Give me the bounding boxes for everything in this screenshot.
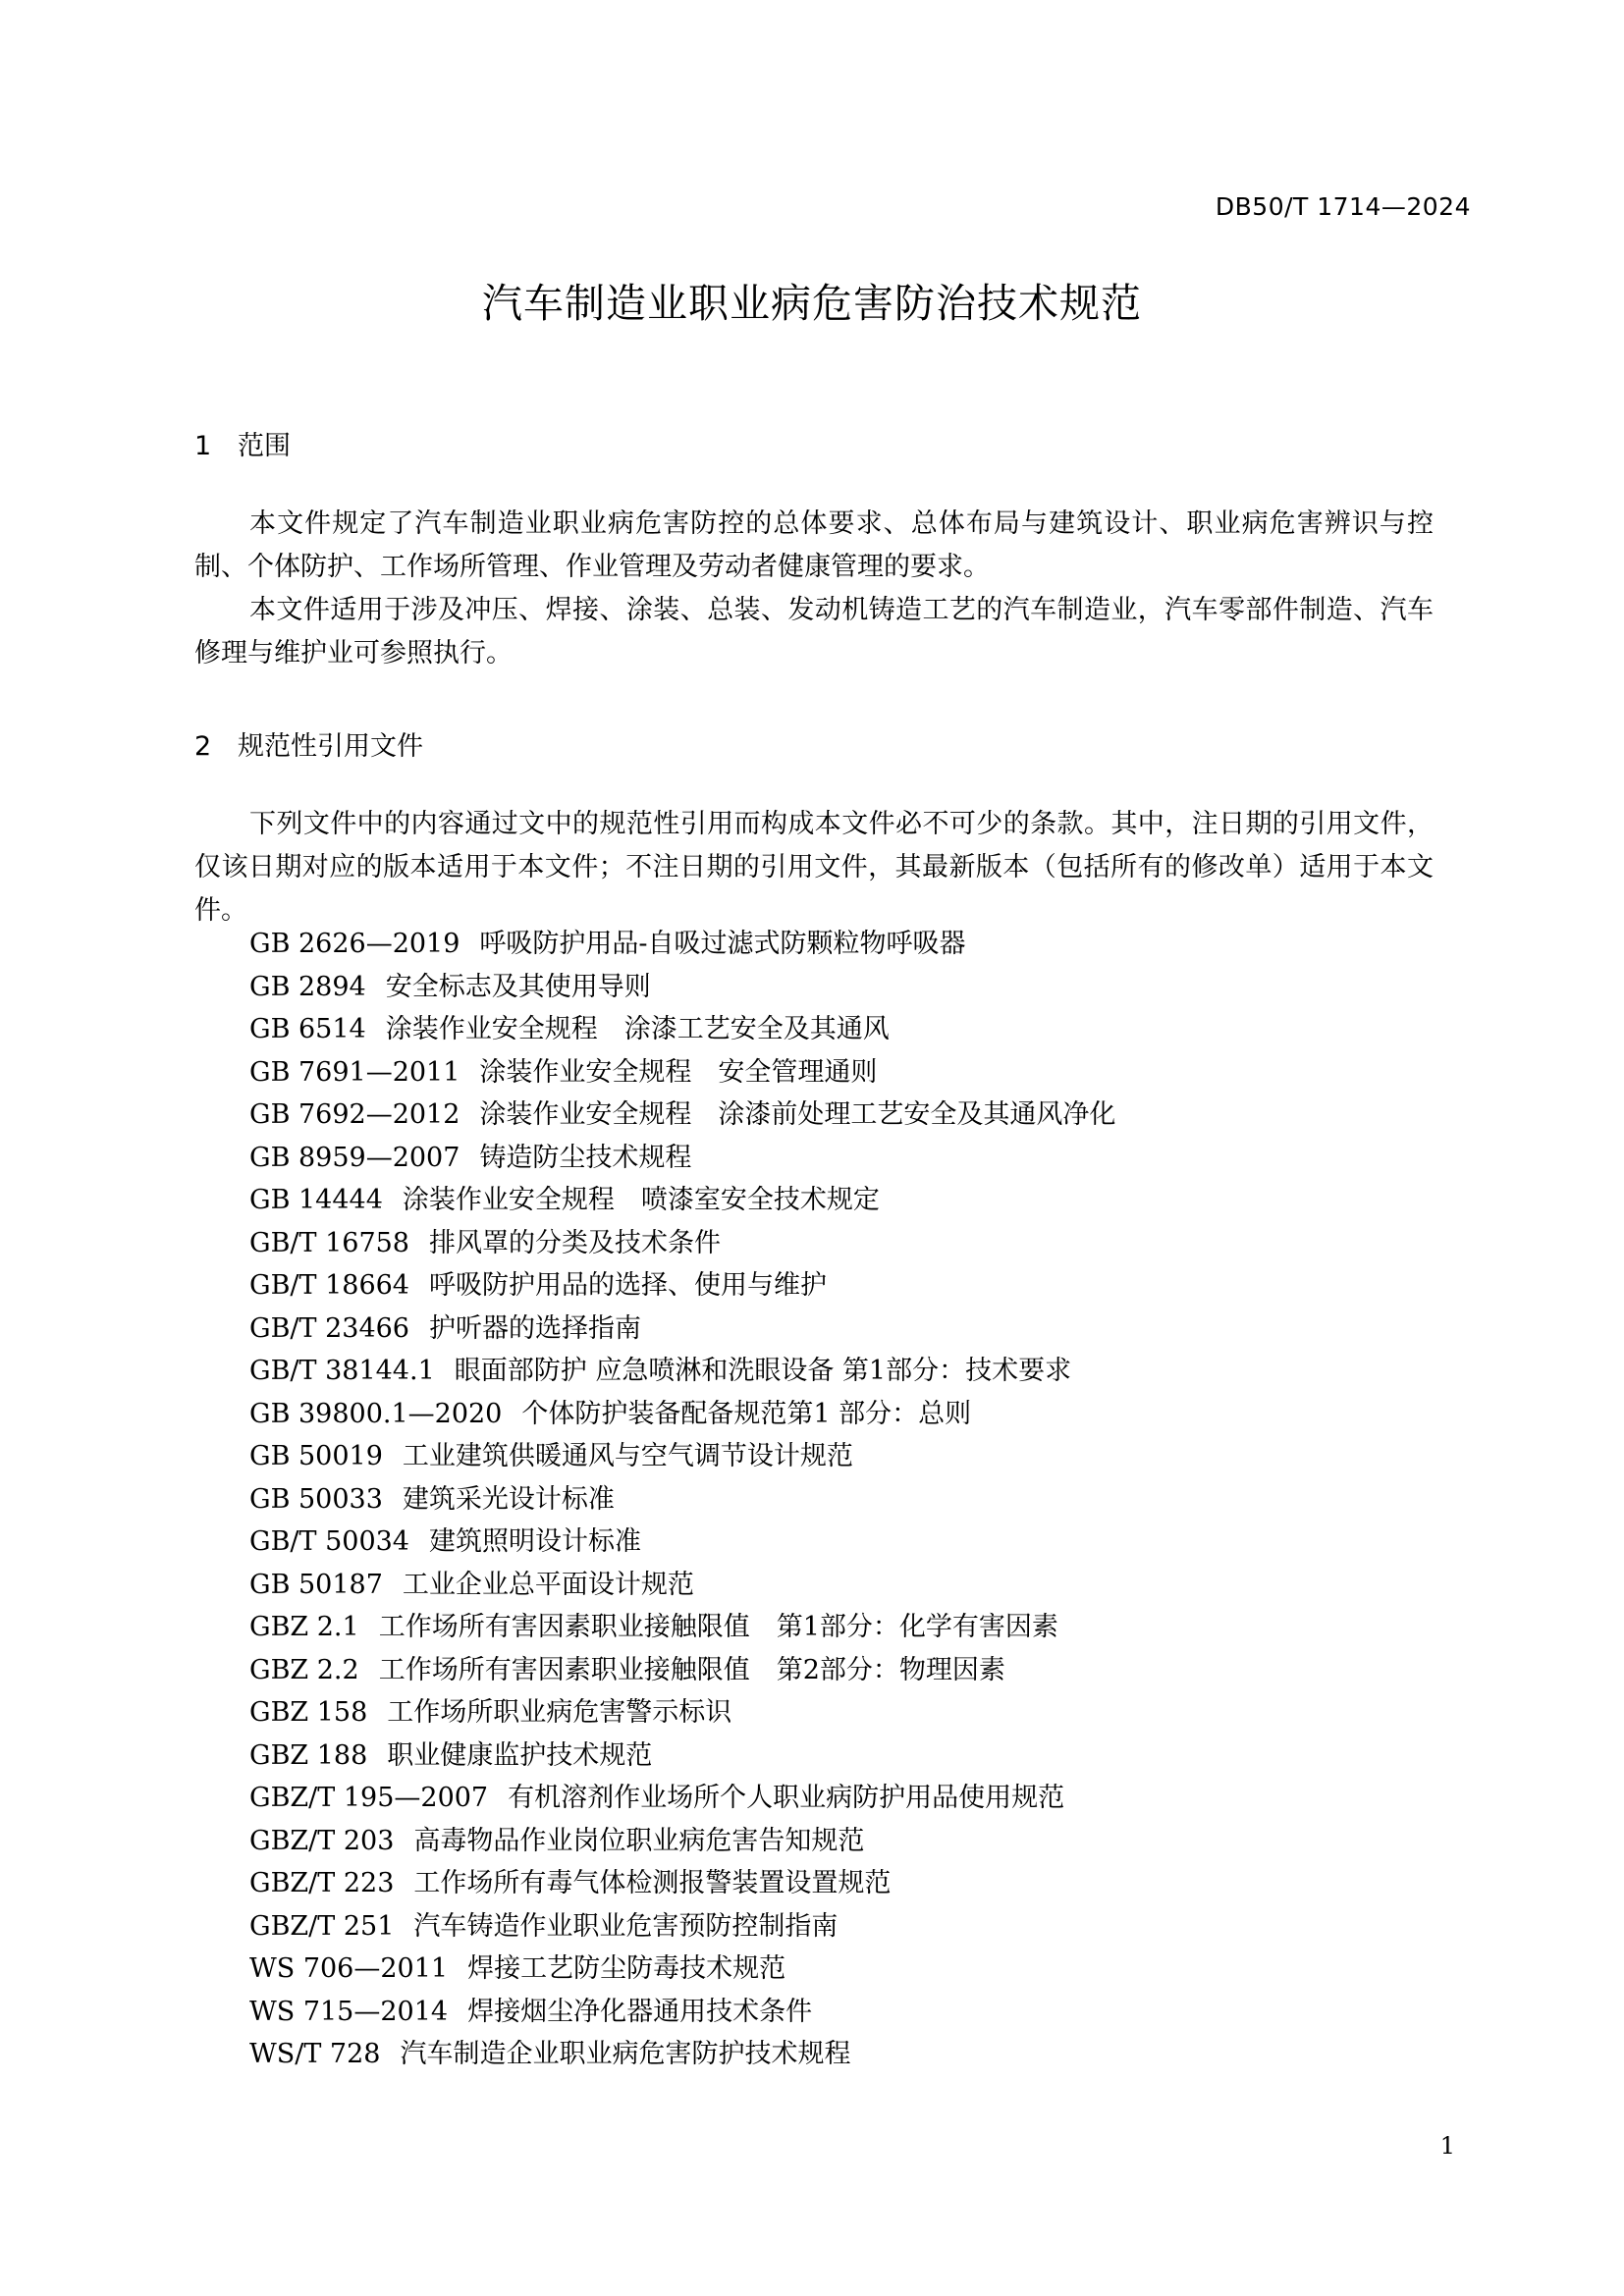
reference-title: 工作场所有害因素职业接触限值 第2部分：物理因素 — [378, 1654, 1005, 1685]
reference-code: GBZ 188 — [249, 1739, 368, 1771]
reference-code: GB 2626—2019 — [249, 929, 460, 959]
reference-title: 职业健康监护技术规范 — [387, 1739, 653, 1771]
section-1-paragraph-2: 本文件适用于涉及冲压、焊接、涂装、总装、发动机铸造工艺的汽车制造业，汽车零部件制造、汽车修理与维护业可参照执行。 — [194, 595, 1434, 668]
reference-code: GB/T 18664 — [249, 1270, 409, 1301]
reference-title: 涂装作业安全规程 涂漆工艺安全及其通风 — [385, 1014, 890, 1044]
reference-code: GB 7692—2012 — [249, 1099, 460, 1130]
reference-title: 呼吸防护用品-自吸过滤式防颗粒物呼吸器 — [479, 929, 966, 959]
reference-code: GB/T 16758 — [249, 1227, 409, 1258]
reference-item — [249, 1862, 1115, 1905]
reference-title: 焊接烟尘净化器通用技术条件 — [467, 1996, 813, 2027]
reference-title: 工作场所有毒气体检测报警装置设置规范 — [413, 1868, 892, 1898]
section-2-intro: 下列文件中的内容通过文中的规范性引用而构成本文件必不可少的条款。其中，注日期的引用文件，仅该日期对应的版本适用于本文件；不注日期的引用文件，其最新版本（包括所有的修改单）适用于本文件。 — [194, 809, 1434, 926]
reference-item — [249, 2033, 1115, 2076]
reference-title: 护听器的选择指南 — [429, 1312, 641, 1344]
reference-code: GB 8959—2007 — [249, 1142, 460, 1173]
reference-code: GBZ 2.1 — [249, 1612, 359, 1642]
reference-code: WS 715—2014 — [249, 1996, 449, 2027]
reference-code: GB 2894 — [249, 971, 366, 1002]
page-number: 1 — [1439, 2132, 1455, 2160]
reference-code: GBZ/T 195—2007 — [249, 1783, 489, 1813]
reference-code: GBZ/T 223 — [249, 1868, 395, 1898]
reference-item — [249, 1478, 1115, 1522]
reference-code: GBZ 158 — [249, 1697, 368, 1728]
reference-code: GBZ 2.2 — [249, 1654, 359, 1685]
reference-code: WS/T 728 — [249, 2039, 381, 2069]
reference-code: GB/T 23466 — [249, 1312, 409, 1344]
reference-item — [249, 923, 1115, 966]
reference-title: 工业建筑供暖通风与空气调节设计规范 — [402, 1441, 853, 1471]
reference-code: GB 50033 — [249, 1483, 383, 1515]
section-1-title: 范围 — [238, 431, 291, 461]
reference-title: 眼面部防护 应急喷淋和洗眼设备 第1部分：技术要求 — [454, 1356, 1072, 1386]
section-1-heading — [194, 424, 291, 462]
reference-item — [249, 1564, 1115, 1607]
reference-item — [249, 1606, 1115, 1649]
reference-item — [249, 1735, 1115, 1778]
reference-code: WS 706—2011 — [249, 1953, 449, 1984]
document-title: 汽车制造业职业病危害防治技术规范 — [482, 280, 1142, 327]
reference-code: GBZ/T 251 — [249, 1910, 395, 1942]
reference-item — [249, 1393, 1115, 1436]
reference-item — [249, 1991, 1115, 2034]
reference-item — [249, 1649, 1115, 1692]
reference-title: 涂装作业安全规程 喷漆室安全技术规定 — [402, 1185, 880, 1215]
reference-title: 涂装作业安全规程 涂漆前处理工艺安全及其通风净化 — [479, 1099, 1116, 1130]
reference-item — [249, 1008, 1115, 1051]
reference-list — [249, 923, 1115, 2076]
reference-title: 有机溶剂作业场所个人职业病防护用品使用规范 — [508, 1783, 1065, 1813]
reference-title: 工业企业总平面设计规范 — [402, 1569, 694, 1600]
reference-item — [249, 1137, 1115, 1180]
reference-item — [249, 1222, 1115, 1265]
reference-item — [249, 1691, 1115, 1735]
reference-code: GB 7691—2011 — [249, 1056, 460, 1088]
reference-title: 汽车铸造作业职业危害预防控制指南 — [413, 1910, 839, 1942]
reference-item — [249, 1777, 1115, 1820]
section-2-number: 2 — [194, 731, 212, 762]
section-2-title: 规范性引用文件 — [238, 731, 423, 762]
reference-item — [249, 966, 1115, 1009]
reference-item — [249, 1051, 1115, 1095]
section-2-heading — [194, 724, 423, 763]
reference-code: GB/T 38144.1 — [249, 1356, 435, 1386]
reference-title: 建筑照明设计标准 — [429, 1526, 641, 1557]
reference-title: 呼吸防护用品的选择、使用与维护 — [429, 1270, 827, 1301]
reference-title: 焊接工艺防尘防毒技术规范 — [467, 1953, 786, 1984]
reference-code: GB 50019 — [249, 1441, 383, 1471]
reference-item — [249, 1094, 1115, 1137]
reference-item — [249, 1948, 1115, 1991]
reference-code: GB/T 50034 — [249, 1526, 409, 1557]
section-1-number: 1 — [194, 431, 212, 461]
reference-item — [249, 1350, 1115, 1393]
section-1-paragraph-1: 本文件规定了汽车制造业职业病危害防控的总体要求、总体布局与建筑设计、职业病危害辨识与控制、个体防护、工作场所管理、作业管理及劳动者健康管理的要求。 — [194, 508, 1434, 582]
reference-item — [249, 1179, 1115, 1222]
reference-title: 个体防护装备配备规范第1 部分：总则 — [521, 1398, 972, 1429]
reference-item — [249, 1521, 1115, 1564]
reference-title: 汽车制造企业职业病危害防护技术规程 — [400, 2039, 851, 2069]
reference-title: 建筑采光设计标准 — [402, 1483, 615, 1515]
reference-title: 工作场所有害因素职业接触限值 第1部分：化学有害因素 — [378, 1612, 1058, 1642]
reference-code: GB 50187 — [249, 1569, 383, 1600]
reference-item — [249, 1435, 1115, 1478]
reference-title: 排风罩的分类及技术条件 — [429, 1227, 721, 1258]
reference-title: 工作场所职业病危害警示标识 — [387, 1697, 732, 1728]
reference-code: GBZ/T 203 — [249, 1825, 395, 1856]
reference-item — [249, 1308, 1115, 1351]
reference-title: 涂装作业安全规程 安全管理通则 — [479, 1056, 878, 1088]
document-code: DB50/T 1714—2024 — [1215, 192, 1471, 221]
reference-title: 安全标志及其使用导则 — [385, 971, 651, 1002]
reference-item — [249, 1264, 1115, 1308]
reference-item — [249, 1905, 1115, 1949]
reference-code: GB 14444 — [249, 1185, 383, 1215]
reference-item — [249, 1820, 1115, 1863]
reference-code: GB 39800.1—2020 — [249, 1398, 503, 1429]
reference-code: GB 6514 — [249, 1014, 366, 1044]
reference-title: 高毒物品作业岗位职业病危害告知规范 — [413, 1825, 865, 1856]
reference-title: 铸造防尘技术规程 — [479, 1142, 692, 1173]
